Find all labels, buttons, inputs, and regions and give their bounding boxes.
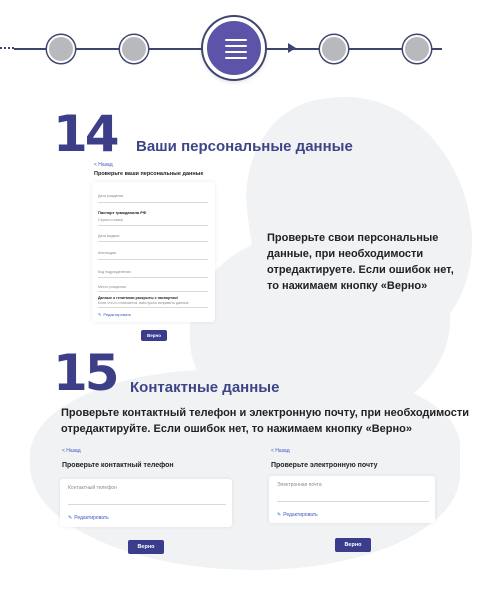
edit-label: Редактировать [283,512,318,518]
section-title: Ваши персональные данные [136,138,353,155]
back-link[interactable]: < Назад [94,162,113,168]
email-form [269,476,435,523]
field-underline [98,241,208,242]
menu-icon-bar [225,45,247,47]
field-label: Кем выдан [98,251,117,255]
field-label: Контактный телефон [68,485,117,491]
pencil-icon: ✎ [68,515,73,521]
warning-subtext: Если что-то отличается, вам нужно исправить данные [98,301,189,305]
field-underline [277,501,429,502]
progress-step-1[interactable] [47,35,75,63]
field-underline [98,277,208,278]
section-description [61,405,501,437]
description-line: данные, при необходимости [267,248,424,260]
edit-link[interactable] [98,312,131,317]
field-label: Код подразделения [98,270,131,274]
menu-icon-bar [225,57,247,59]
back-link[interactable]: < Назад [271,448,290,454]
progress-step-4[interactable] [320,35,348,63]
field-label: Место рождения [98,285,126,289]
phone-card [57,446,235,556]
edit-label: Редактировать [74,515,109,521]
menu-icon-bar [225,51,247,53]
field-label: Паспорт гражданина РФ [98,210,147,215]
field-label: Серия и номер [98,218,124,222]
card-title: Проверьте ваши персональные данные [94,171,204,177]
email-card [266,446,436,556]
pencil-icon: ✎ [277,512,282,518]
menu-icon [225,39,247,41]
edit-label: Редактировать [103,312,131,317]
field-label: Дата рождения [98,194,124,198]
confirm-button[interactable]: Верно [335,538,371,552]
confirm-button[interactable]: Верно [141,330,167,341]
phone-form [60,479,232,527]
edit-link[interactable] [277,512,318,518]
description-line: отредактируйте. Если ошибок нет, то нажимаем кнопку «Верно» [61,423,412,435]
step-number: 14 [53,105,117,163]
field-underline [68,504,226,505]
progress-step-2[interactable] [120,35,148,63]
progress-step-active[interactable] [203,17,265,79]
card-title: Проверьте контактный телефон [62,462,174,469]
field-underline [98,291,208,292]
description-line: то нажимаем кнопку «Верно» [267,280,428,292]
divider [98,307,208,308]
progress-dashes [0,47,14,50]
field-label: Дата выдачи [98,234,120,238]
section-description [267,230,487,294]
edit-link[interactable] [68,515,109,521]
pencil-icon: ✎ [98,312,102,317]
field-underline [98,259,208,260]
back-link[interactable]: < Назад [62,448,81,454]
description-line: Проверьте свои персональные [267,232,439,244]
step-number: 15 [53,344,117,402]
field-underline [98,202,208,203]
field-underline [98,225,208,226]
card-title: Проверьте электронную почту [271,462,378,469]
section-title: Контактные данные [130,379,280,396]
field-label: Электронная почта [277,482,322,488]
warning-text: Данные о гениталии раскрыты с паспортом! [98,296,178,300]
confirm-button[interactable]: Верно [128,540,164,554]
personal-data-form [92,182,215,322]
progress-step-5[interactable] [403,35,431,63]
personal-data-card [90,160,217,343]
description-line: Проверьте контактный телефон и электронную почту, при необходимости [61,407,469,419]
description-line: отредактируете. Если ошибок нет, [267,264,454,276]
arrow-right-icon [288,43,296,53]
